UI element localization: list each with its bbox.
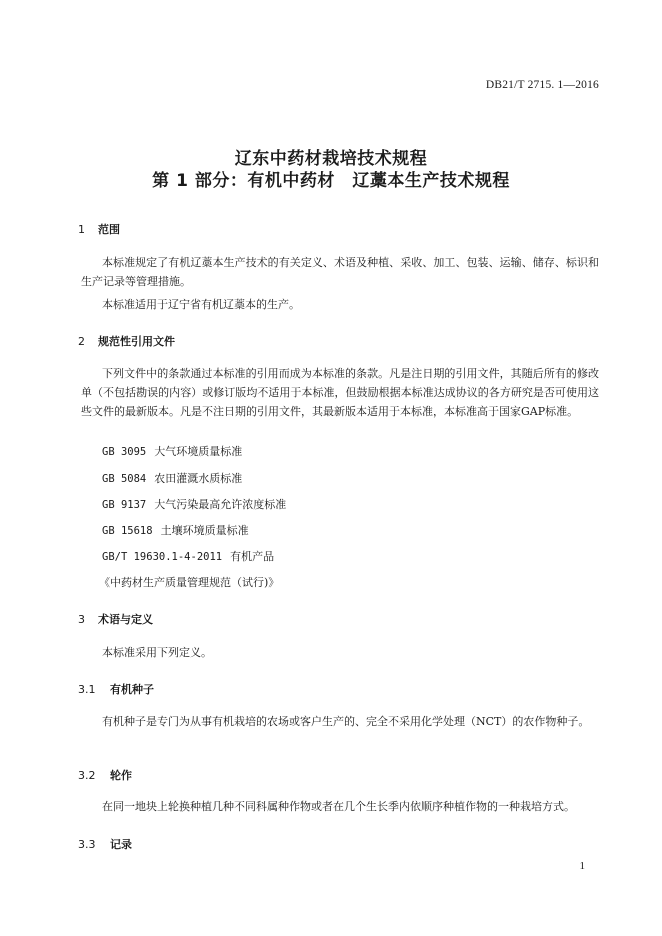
document-subtitle: 第 1 部分：有机中药材 辽藁本生产技术规程 xyxy=(152,171,510,191)
reference-name: 有机产品 xyxy=(230,550,275,563)
reference-item xyxy=(102,523,249,539)
subsection-heading-organic-seed xyxy=(78,681,154,697)
reference-code: GB 9137 xyxy=(102,499,147,511)
section-number: 3 xyxy=(78,613,85,626)
reference-code: GB/T 19630.1-4-2011 xyxy=(102,551,223,563)
section-heading-terms xyxy=(78,611,153,627)
reference-code: GB 5084 xyxy=(102,473,147,485)
reference-item xyxy=(102,497,286,513)
document-code: DB21/T 2715. 1—2016 xyxy=(485,79,599,91)
reference-name: 大气污染最高允许浓度标准 xyxy=(154,498,287,511)
section-number: 3.2 xyxy=(78,769,96,782)
subsection-heading-crop-rotation xyxy=(78,767,132,783)
section-number: 2 xyxy=(78,335,85,348)
paragraph: 本标准适用于辽宁省有机辽藁本的生产。 xyxy=(102,298,300,311)
paragraph: 本标准规定了有机辽藁本生产技术的有关定义、术语及种植、采收、加工、包装、运输、储存、标识和生产记录等管理措施。 xyxy=(81,256,599,288)
section-number: 3.1 xyxy=(78,683,96,696)
reference-name: 大气环境质量标准 xyxy=(154,445,243,458)
reference-item xyxy=(102,549,274,565)
reference-item xyxy=(102,471,242,487)
section-title: 记录 xyxy=(110,838,132,851)
section-heading-scope xyxy=(78,221,120,237)
reference-name: 《中药材生产质量管理规范（试行)》 xyxy=(99,576,280,589)
section-number: 1 xyxy=(78,223,85,236)
section-title: 有机种子 xyxy=(110,683,154,696)
document-title: 辽东中药材栽培技术规程 xyxy=(234,149,428,169)
paragraph: 本标准采用下列定义。 xyxy=(102,646,212,659)
reference-item xyxy=(99,575,279,591)
reference-name: 农田灌溉水质标准 xyxy=(154,472,243,485)
reference-code: GB 15618 xyxy=(102,525,153,537)
paragraph: 有机种子是专门为从事有机栽培的农场或客户生产的、完全不采用化学处理（NCT）的农作物种子。 xyxy=(102,715,590,728)
subsection-heading-records xyxy=(78,836,132,852)
paragraph: 下列文件中的条款通过本标准的引用而成为本标准的条款。凡是注日期的引用文件，其随后所有的修改单（不包括勘误的内容）或修订版均不适用于本标准，但鼓励根据本标准达成协议的各方研究是否可使用这些文件的最新版本。凡是不注日期的引用文件，其最新版本适用于本标准，本标准高于国家GAP标准。 xyxy=(81,367,599,418)
reference-name: 土壤环境质量标准 xyxy=(160,524,249,537)
section-number: 3.3 xyxy=(78,838,96,851)
section-heading-normative-references xyxy=(78,333,175,349)
section-title: 规范性引用文件 xyxy=(98,335,175,348)
reference-code: GB 3095 xyxy=(102,446,147,458)
reference-item xyxy=(102,444,242,460)
section-title: 轮作 xyxy=(110,769,132,782)
page-number: 1 xyxy=(579,860,585,872)
section-title: 范围 xyxy=(98,223,120,236)
section-title: 术语与定义 xyxy=(98,613,153,626)
paragraph: 在同一地块上轮换种植几种不同科属种作物或者在几个生长季内依顺序种植作物的一种栽培方式。 xyxy=(102,800,575,813)
